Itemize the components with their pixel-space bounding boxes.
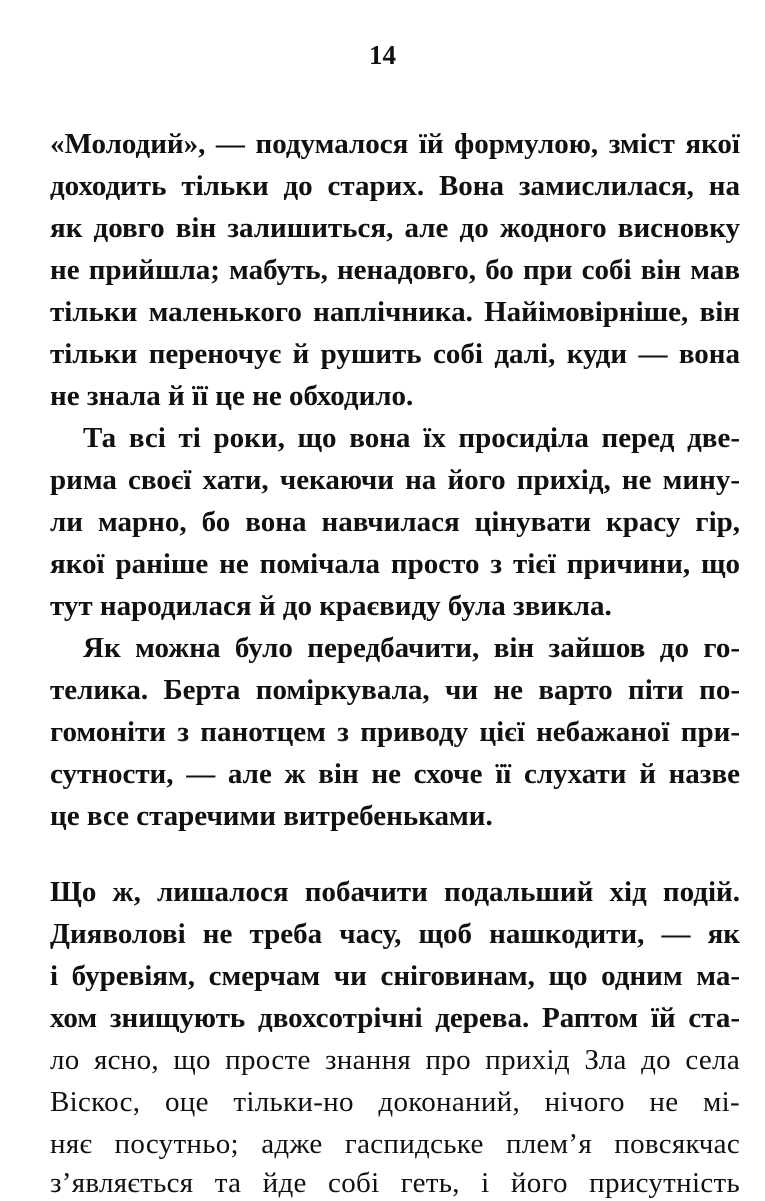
text-line: рима своєї хати, чекаючи на його прихід, не мину- [50,464,740,496]
text-line: не прийшла; мабуть, ненадовго, бо при собі він мав [50,254,740,286]
text-line: гомоніти з панотцем з приводу цієї небажаної при- [50,716,740,748]
text-line: няє посутньо; адже гаспидське плем’я повсякчас [50,1128,740,1160]
text-line: сутности, — але ж він не схоче її слухати й назве [50,758,740,790]
text-line: Та всі ті роки, що вона їх просиділа перед две- [83,422,740,454]
text-line: тільки переночує й рушить собі далі, куди — вона [50,338,740,370]
text-line: тільки маленького наплічника. Найімовірніше, він [50,296,740,328]
text-line: Що ж, лишалося побачити подальший хід подій. [50,876,740,908]
text-line: якої раніше не помічала просто з тієї причини, що [50,548,740,580]
text-line: «Молодий», — подумалося їй формулою, зміст якої [50,128,740,160]
text-line: доходить тільки до старих. Вона замислилася, на [50,170,740,202]
text-line: з’являється та йде собі геть, і його присутність [50,1167,740,1199]
text-line: Як можна було передбачити, він зайшов до го- [83,632,740,664]
text-line: ло ясно, що просте знання про прихід Зла до села [50,1044,740,1076]
text-line: і буревіям, смерчам чи сніговинам, що одним ма- [50,960,740,992]
text-line: телика. Берта поміркувала, чи не варто піти по- [50,674,740,706]
text-line: ли марно, бо вона навчилася цінувати красу гір, [50,506,740,538]
text-line: це все старечими витребеньками. [50,800,493,832]
text-line: Віскос, оце тільки-но доконаний, нічого не мі- [50,1086,740,1118]
text-line: тут народилася й до краєвиду була звикла. [50,590,612,622]
text-line: не знала й її це не обходило. [50,380,414,412]
text-line: хом знищують двохсотрічні дерева. Раптом їй ста- [50,1002,740,1034]
page-number: 14 [369,40,396,70]
text-line: Дияволові не треба часу, щоб нашкодити, — як [50,918,740,950]
text-line: як довго він залишиться, але до жодного висновку [50,212,740,244]
